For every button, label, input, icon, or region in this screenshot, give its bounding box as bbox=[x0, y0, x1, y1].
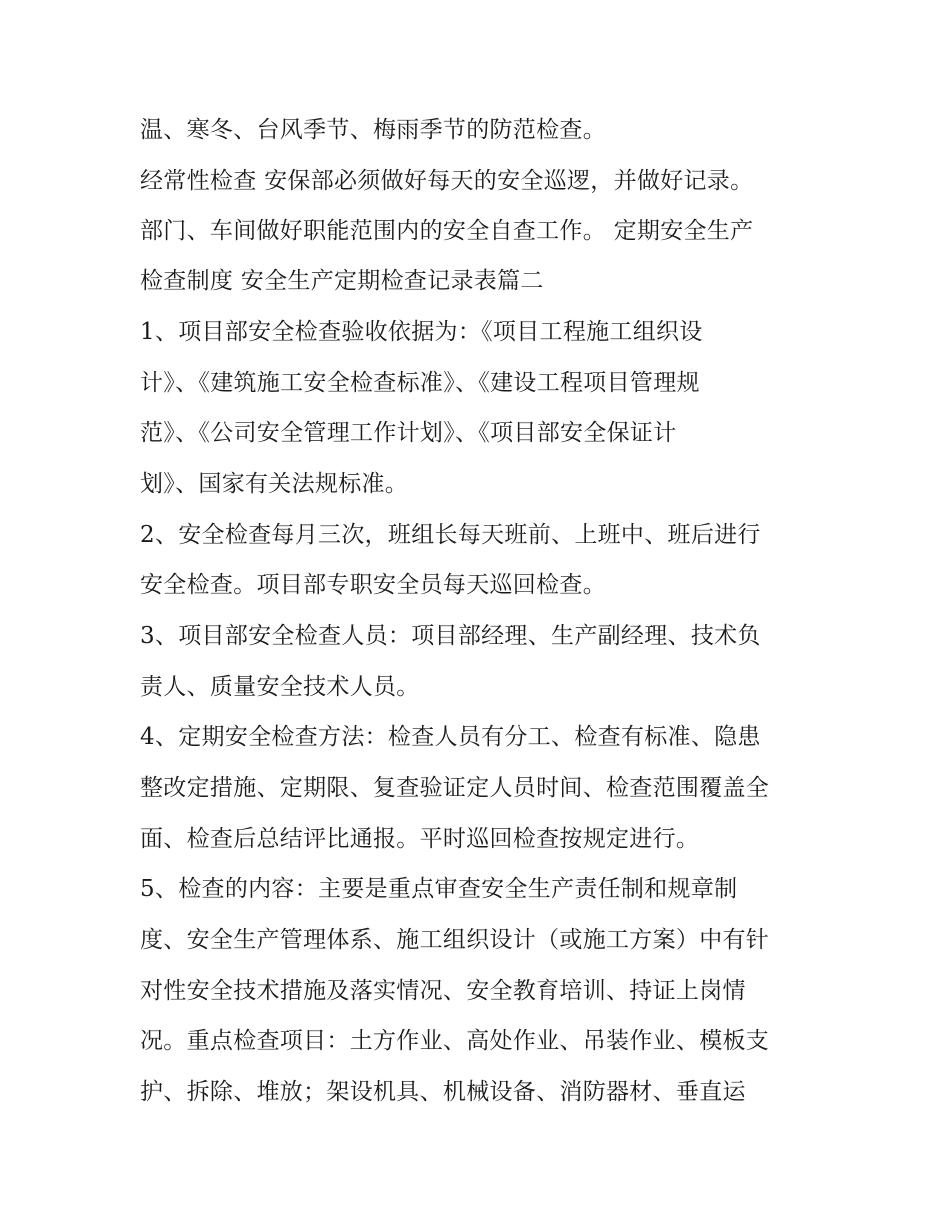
text-line: 整改定措施、定期限、复查验证定人员时间、检查范围覆盖全 bbox=[140, 775, 770, 801]
text-line: 划》、国家有关法规标准。 bbox=[140, 471, 409, 497]
text-line: 安全检查。项目部专职安全员每天巡回检查。 bbox=[140, 572, 606, 598]
text-line: 护、拆除、堆放；架设机具、机械设备、消防器材、垂直运 bbox=[140, 1079, 746, 1105]
text-line: 3、项目部安全检查人员：项目部经理、生产副经理、技术负 bbox=[140, 623, 761, 649]
text-line: 2、安全检查每月三次，班组长每天班前、上班中、班后进行 bbox=[140, 522, 761, 548]
text-line: 温、寒冬、台风季节、梅雨季节的防范检查。 bbox=[140, 117, 606, 143]
text-line: 4、定期安全检查方法：检查人员有分工、检查有标准、隐患 bbox=[140, 724, 761, 750]
text-line: 况。重点检查项目：土方作业、高处作业、吊装作业、模板支 bbox=[140, 1028, 770, 1054]
text-line: 对性安全技术措施及落实情况、安全教育培训、持证上岗情 bbox=[140, 978, 746, 1004]
text-line: 经常性检查 安保部必须做好每天的安全巡逻，并做好记录。 bbox=[140, 168, 754, 194]
text-line: 5、检查的内容：主要是重点审查安全生产责任制和规章制 bbox=[140, 876, 738, 902]
text-line: 检查制度 安全生产定期检查记录表篇二 bbox=[140, 268, 544, 294]
text-line: 计》、《建筑施工安全检查标准》、《建设工程项目管理规 bbox=[140, 370, 700, 396]
text-line: 度、安全生产管理体系、施工组织设计（或施工方案）中有针 bbox=[140, 927, 770, 953]
text-line: 范》、《公司安全管理工作计划》、《项目部安全保证计 bbox=[140, 420, 677, 446]
text-line: 1、项目部安全检查验收依据为：《项目工程施工组织设 bbox=[140, 319, 703, 345]
text-line: 责人、质量安全技术人员。 bbox=[140, 674, 420, 700]
text-line: 面、检查后总结评比通报。平时巡回检查按规定进行。 bbox=[140, 826, 700, 852]
text-line: 部门、车间做好职能范围内的安全自查工作。 定期安全生产 bbox=[140, 218, 754, 244]
